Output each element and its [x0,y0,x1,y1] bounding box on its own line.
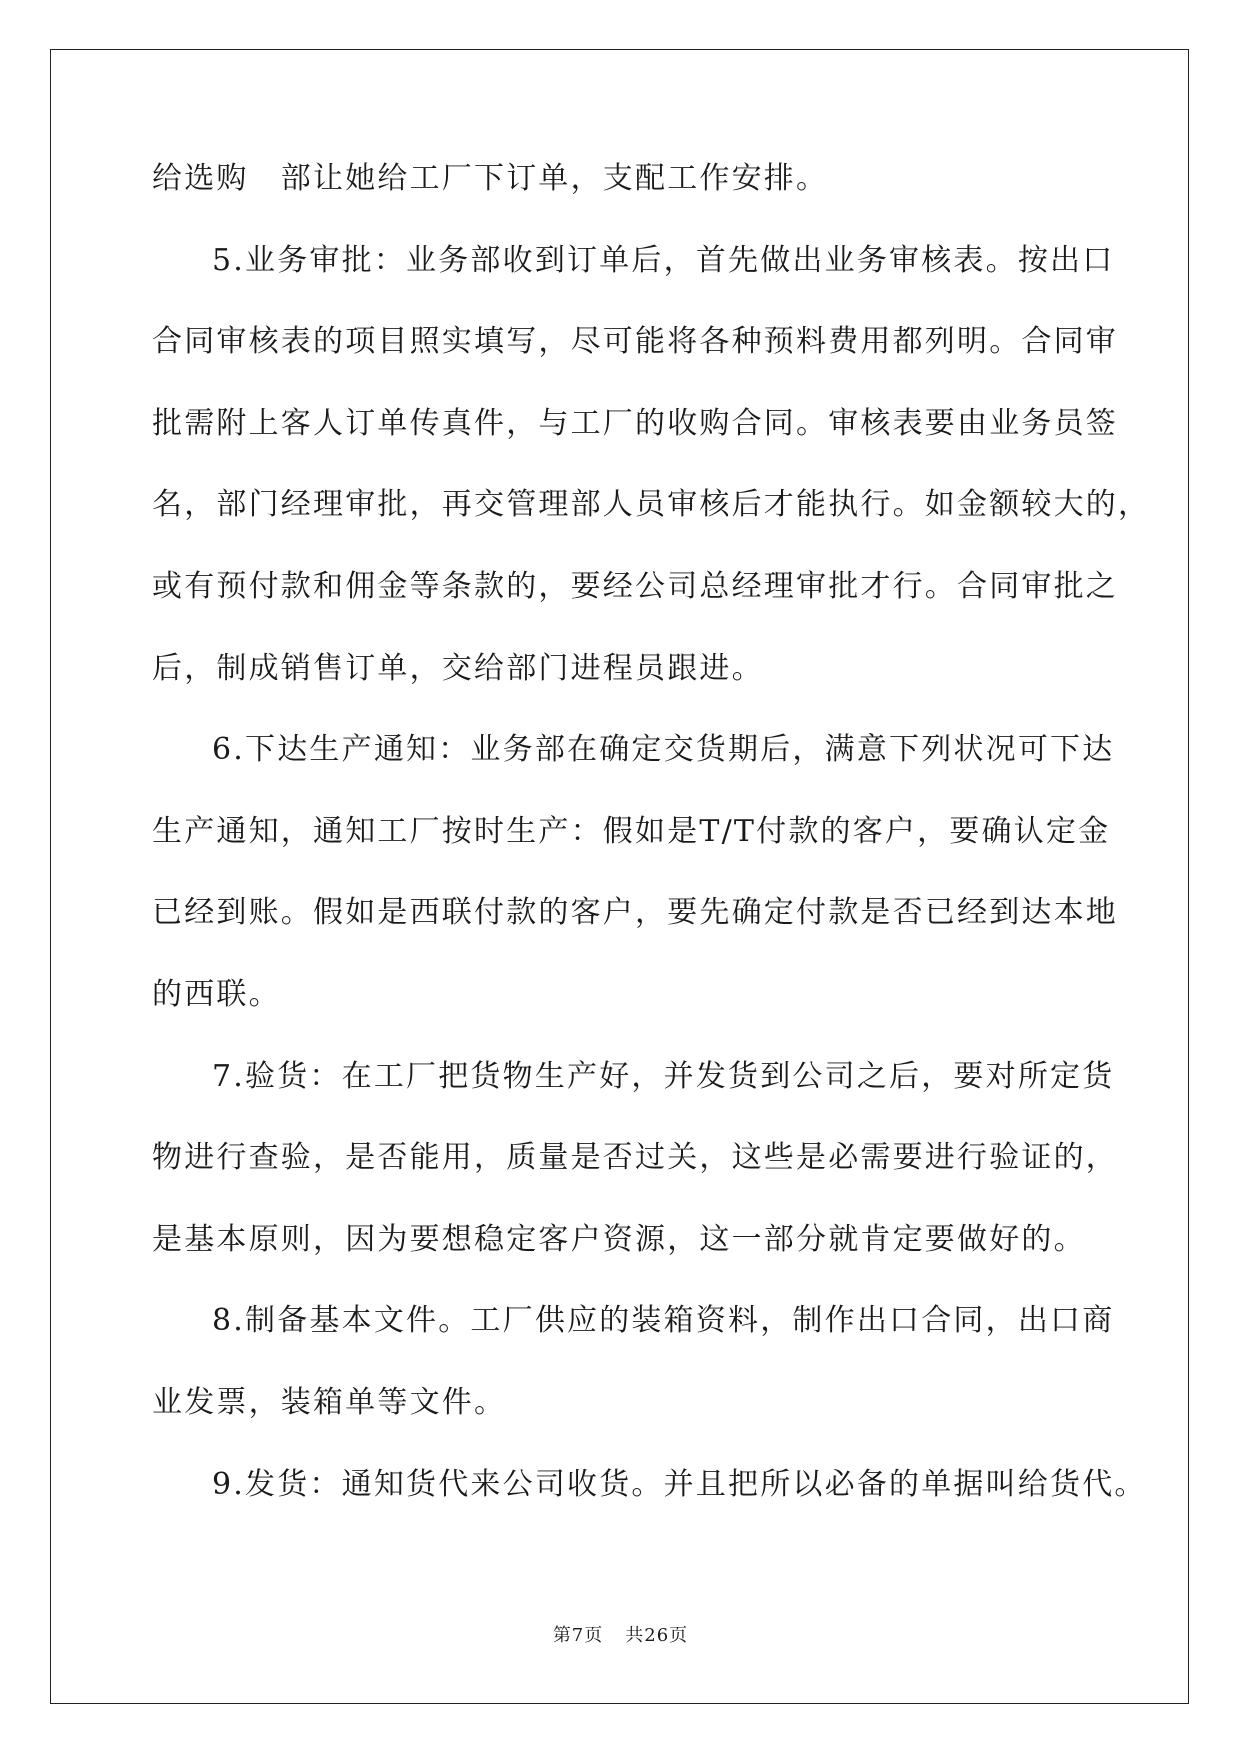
page-number: 第7页 [552,1625,604,1646]
paragraph-5-line: 5.业务审批：业务部收到订单后，首先做出业务审核表。按出口 [212,242,1115,278]
paragraph-9-line: 9.发货：通知货代来公司收货。并且把所以必备的单据叫给货代。 [212,1466,1147,1502]
text-line: 名，部门经理审批，再交管理部人员审核后才能执行。如金额较大的， [152,487,1151,523]
text-line: 批需附上客人订单传真件，与工厂的收购合同。审核表要由业务员签 [152,405,1118,441]
paragraph-7-line: 7.验货：在工厂把货物生产好，并发货到公司之后，要对所定货 [212,1058,1115,1094]
text-line: 合同审核表的项目照实填写，尽可能将各种预料费用都列明。合同审 [152,324,1118,360]
text-line: 是基本原则，因为要想稳定客户资源，这一部分就肯定要做好的。 [152,1221,1086,1257]
page-total: 共26页 [625,1625,689,1646]
text-line: 业发票，装箱单等文件。 [152,1384,507,1420]
text-line: 生产通知，通知工厂按时生产：假如是T/T付款的客户，要确认定金 [152,813,1111,849]
text-line: 后，制成销售订单，交给部门进程员跟进。 [152,650,764,686]
text-line: 的西联。 [152,976,281,1012]
text-line: 物进行查验，是否能用，质量是否过关，这些是必需要进行验证的， [152,1140,1118,1176]
text-line: 已经到账。假如是西联付款的客户，要先确定付款是否已经到达本地 [152,895,1118,931]
paragraph-8-line: 8.制备基本文件。工厂供应的装箱资料，制作出口合同，出口商 [212,1303,1115,1339]
text-line: 给选购 部让她给工厂下订单，支配工作安排。 [152,161,829,196]
document-body [152,158,1151,1545]
paragraph-6-line: 6.下达生产通知：业务部在确定交货期后，满意下列状况可下达 [212,732,1115,768]
page-footer [0,1621,1241,1647]
text-line: 或有预付款和佣金等条款的，要经公司总经理审批才行。合同审批之 [152,568,1118,604]
